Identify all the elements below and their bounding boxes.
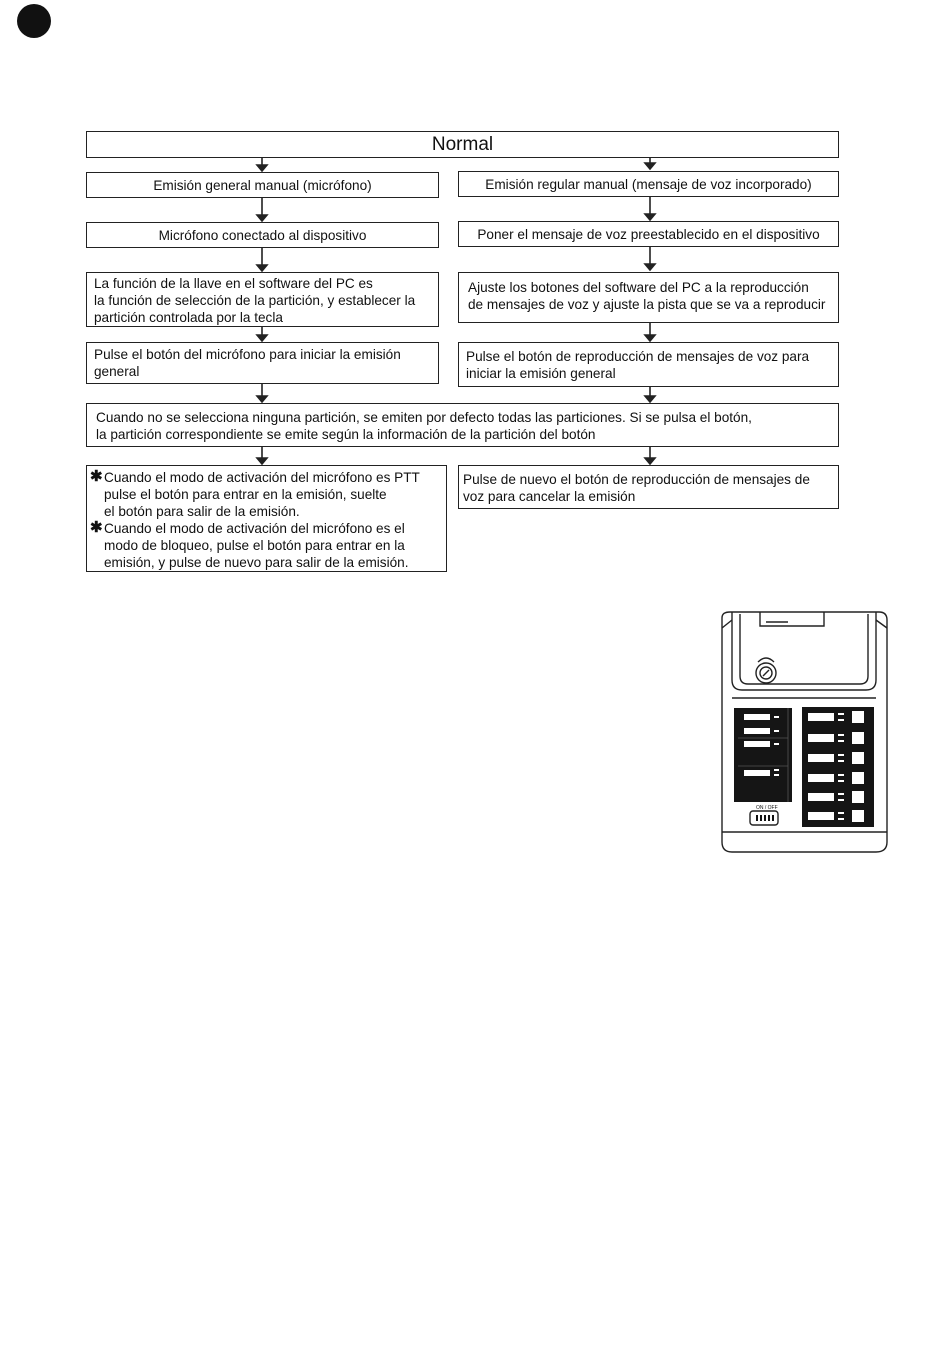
note-ptt-text: pulse el botón para entrar en la emisión, suelte bbox=[104, 487, 387, 502]
right-step3-line: Ajuste los botones del software del PC a la reproducción bbox=[468, 280, 809, 295]
right-step5-line: voz para cancelar la emisión bbox=[463, 489, 636, 504]
right-step3-box bbox=[458, 272, 839, 323]
note-ptt-text: el botón para salir de la emisión. bbox=[104, 504, 300, 519]
left-step3-box bbox=[86, 272, 439, 327]
note-ptt-text: Cuando el modo de activación del micrófono es PTT bbox=[104, 470, 420, 485]
left-step1-text: Emisión general manual (micrófono) bbox=[153, 177, 372, 193]
on-off-label: ON / OFF bbox=[756, 805, 778, 811]
shared-step-line: la partición correspondiente se emite según la información de la partición del botón bbox=[96, 427, 596, 442]
star-bullet-icon: ✱ bbox=[90, 468, 103, 485]
left-step3-line: la función de selección de la partición, y establecer la bbox=[94, 293, 416, 308]
left-step1-box bbox=[86, 172, 439, 198]
right-step2-text: Poner el mensaje de voz preestablecido en el dispositivo bbox=[477, 226, 820, 242]
left-step5-box bbox=[86, 465, 447, 572]
note-lock-text: Cuando el modo de activación del micrófono es el bbox=[104, 521, 405, 536]
right-step5-line: Pulse de nuevo el botón de reproducción de mensajes de bbox=[463, 472, 810, 487]
left-step4-line: general bbox=[94, 364, 140, 379]
note-ptt-line bbox=[91, 469, 440, 486]
right-step4-line: Pulse el botón de reproducción de mensajes de voz para bbox=[466, 349, 810, 364]
right-step4-line: iniciar la emisión general bbox=[466, 366, 616, 381]
right-step1-box bbox=[458, 171, 839, 197]
shared-step-box bbox=[86, 403, 839, 447]
flow-normal-label: Normal bbox=[431, 134, 494, 155]
left-step3-line: La función de la llave en el software del PC es bbox=[94, 276, 373, 291]
right-step4-box bbox=[458, 342, 839, 387]
note-lock-line bbox=[91, 520, 440, 537]
microphone-device-illustration bbox=[716, 610, 894, 856]
right-step2-box bbox=[458, 221, 839, 247]
left-step2-text: Micrófono conectado al dispositivo bbox=[158, 227, 367, 243]
left-step3-line: partición controlada por la tecla bbox=[94, 310, 283, 325]
right-step1-text: Emisión regular manual (mensaje de voz incorporado) bbox=[485, 176, 812, 192]
right-step3-line: de mensajes de voz y ajuste la pista que se va a reproducir bbox=[468, 297, 826, 312]
left-step4-line: Pulse el botón del micrófono para iniciar la emisión bbox=[94, 347, 401, 362]
note-lock-text: modo de bloqueo, pulse el botón para entrar en la bbox=[104, 538, 405, 553]
left-step4-box bbox=[86, 342, 439, 384]
left-step2-box bbox=[86, 222, 439, 248]
star-bullet-icon: ✱ bbox=[90, 519, 103, 536]
flow-normal-box bbox=[86, 131, 839, 158]
shared-step-line: Cuando no se selecciona ninguna partición, se emiten por defecto todas las particiones. Si se pulsa el botón, bbox=[96, 410, 752, 425]
right-step5-box bbox=[458, 465, 839, 509]
note-lock-text: emisión, y pulse de nuevo para salir de la emisión. bbox=[104, 555, 409, 570]
